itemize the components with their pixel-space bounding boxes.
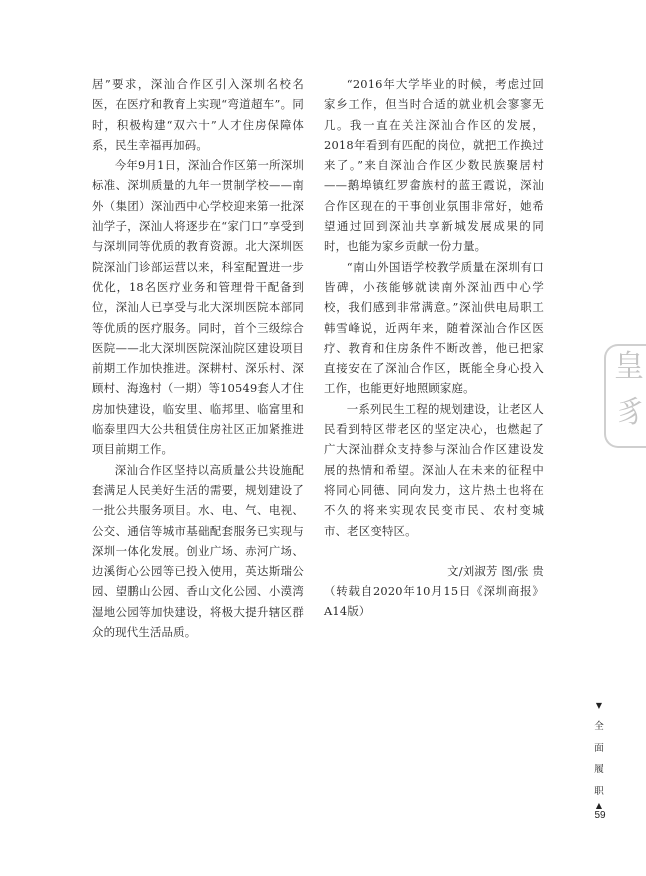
seal-glyph: 皇	[614, 349, 644, 384]
article-credit: 文/刘淑芳 图/张 贵	[447, 563, 544, 578]
paragraph: “南山外国语学校教学质量在深圳有口皆碑，小孩能够就读南外深汕西中心学校，我们感到非常满意。”深汕供电局职工韩雪峰说，近两年来，随着深汕合作区医疗、教育和住房条件不断改善，他已把家直接安在了深汕合作区，既能全身心投入工作，也能更好地照顾家庭。	[324, 259, 544, 396]
paragraph: “2016年大学毕业的时候，考虑过回家乡工作，但当时合适的就业机会寥寥无几。我一直在关注深汕合作区的发展，2018年看到有匹配的岗位，就把工作换过来了。”来自深汕合作区少数民族聚居村——鹅埠镇红罗畲族村的蓝王霞说，深汕合作区现在的干事创业氛围非常好，她希望通过回到深汕共享新城发展成果的同时，也能为家乡贡献一份力量。	[324, 77, 544, 254]
triangle-up-icon: ▲	[595, 801, 603, 810]
paragraph: 一系列民生工程的规划建设，让老区人民看到特区带老区的坚定决心，也燃起了广大深汕群众支持参与深汕合作区建设发展的热情和希望。深汕人在未来的征程中将同心同德、同向发力，这片热土也将在不久的将来实现农民变市民、农村变城市、老区变特区。	[324, 401, 544, 538]
page-number: 59	[594, 810, 606, 821]
paragraph: 深汕合作区坚持以高质量公共设施配套满足人民美好生活的需要，规划建设了一批公共服务项目。水、电、气、电视、公交、通信等城市基础配套服务已实现与深圳一体化发展。创业广场、赤河广场、边溪街心公园等已投入使用，英达斯瑞公园、望鹏山公园、香山文化公园、小漠湾湿地公园等加快建设，将极大提升辖区群众的现代生活品质。	[92, 462, 304, 640]
triangle-down-icon: ▼	[595, 701, 603, 710]
section-label-char: 面	[594, 742, 604, 754]
article-right-column	[324, 74, 544, 622]
paragraph: 今年9月1日，深汕合作区第一所深圳标准、深圳质量的九年一贯制学校——南外（集团）深汕西中心学校迎来第一批深汕学子，深汕人将逐步在“家门口”享受到与深圳同等优质的教育资源。北大深圳医院深汕门诊部运营以来，科室配置进一步优化，18名医疗业务和管理骨干配备到位，深汕人已享受与北大深圳医院本部同等优质的医疗服务。同时，首个三级综合医院——北大深圳医院深汕院区建设项目前期工作加快推进。深耕村、深乐村、深顾村、海逸村（一期）等10549套人才住房加快建设，临安里、临邦里、临富里和临泰里四大公共租赁住房社区正加紧推进项目前期工作。	[92, 158, 304, 457]
article-left-column	[92, 74, 304, 642]
section-label-char: 全	[594, 721, 604, 732]
decorative-seal	[604, 344, 646, 448]
paragraph: 居”要求，深汕合作区引入深圳名校名医，在医疗和教育上实现“弯道超车”。同时，积极构建“双六十”人才住房保障体系，民生幸福再加码。	[92, 77, 304, 152]
article-source: （转载自2020年10月15日《深圳商报》A14版）	[324, 584, 544, 619]
section-side-label	[592, 702, 606, 810]
section-label-char: 履	[594, 764, 604, 775]
seal-glyph: 豸	[616, 395, 646, 430]
section-label-char: 职	[594, 785, 604, 797]
